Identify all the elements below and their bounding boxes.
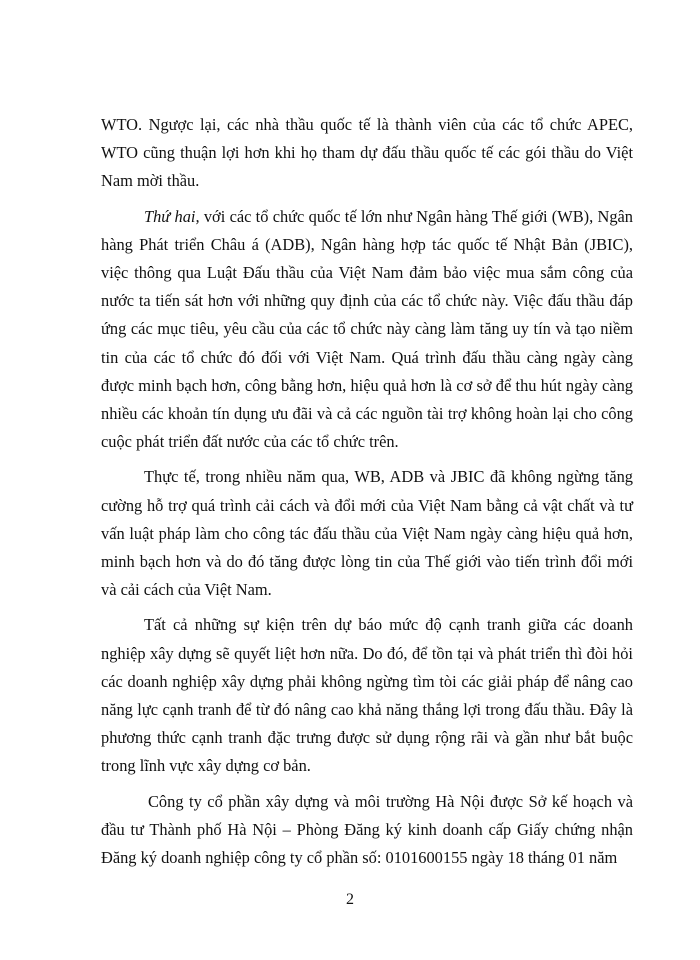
paragraph-wto-continuation: WTO. Ngược lại, các nhà thầu quốc tế là thành viên của các tổ chức APEC, WTO cũng thuận lợi hơn khi họ tham dự đấu thầu quốc tế các gói thầu do Việt Nam mời thầu. bbox=[101, 115, 633, 191]
paragraph-competition-forecast: Tất cả những sự kiện trên dự báo mức độ cạnh tranh giữa các doanh nghiệp xây dựng sẽ quyết liệt hơn nữa. Do đó, để tồn tại và phát triển thì đòi hỏi các doanh nghiệp xây dựng phải không ngừng tìm tòi các giải pháp để nâng cao năng lực cạnh tranh để từ đó nâng cao khả năng thắng lợi trong đấu thầu. Đây là phương thức cạnh tranh đặc trưng được sử dụng rộng rãi và gần như bắt buộc trong lĩnh vực xây dựng cơ bản. bbox=[101, 615, 633, 776]
paragraph-lead-italic: Thứ hai, bbox=[144, 206, 200, 226]
paragraph-support-reality: Thực tế, trong nhiều năm qua, WB, ADB và JBIC đã không ngừng tăng cường hỗ trợ quá trình cải cách và đổi mới của Việt Nam bằng cả vật chất và tư vấn luật pháp làm cho công tác đấu thầu của Việt Nam ngày càng hiệu quả hơn, minh bạch hơn và do đó tăng được lòng tin của Thế giới vào tiến trình đổi mới và cải cách của Việt Nam. bbox=[101, 467, 633, 600]
paragraph-company-registration: Công ty cổ phần xây dựng và môi trường Hà Nội được Sở kế hoạch và đầu tư Thành phố Hà Nội – Phòng Đăng ký kinh doanh cấp Giấy chứng nhận Đăng ký doanh nghiệp công ty cổ phần số: 0101600155 ngày 18 tháng 01 năm bbox=[101, 791, 633, 868]
page-number: 2 bbox=[346, 891, 354, 908]
document-body bbox=[101, 111, 633, 879]
paragraph-second-point-text: với các tổ chức quốc tế lớn như Ngân hàng Thế giới (WB), Ngân hàng Phát triển Châu á (ADB), Ngân hàng hợp tác quốc tế Nhật Bản (JBIC), việc thông qua Luật Đấu thầu của Việt Nam đảm bảo việc mua sắm công của nước ta tiến sát hơn với những quy định của các tổ chức này. Việc đấu thầu đáp ứng các mục tiêu, yêu cầu của các tổ chức này càng làm tăng uy tín và tạo niềm tin của các tổ chức đó đối với Việt Nam. Quá trình đấu thầu càng ngày càng được minh bạch hơn, công bằng hơn, hiệu quả hơn là cơ sở để thu hút ngày càng nhiều các khoản tín dụng ưu đãi và cả các nguồn tài trợ không hoàn lại cho công cuộc phát triển đất nước của các tổ chức trên. bbox=[101, 206, 633, 452]
paragraph-second-point bbox=[101, 203, 633, 457]
